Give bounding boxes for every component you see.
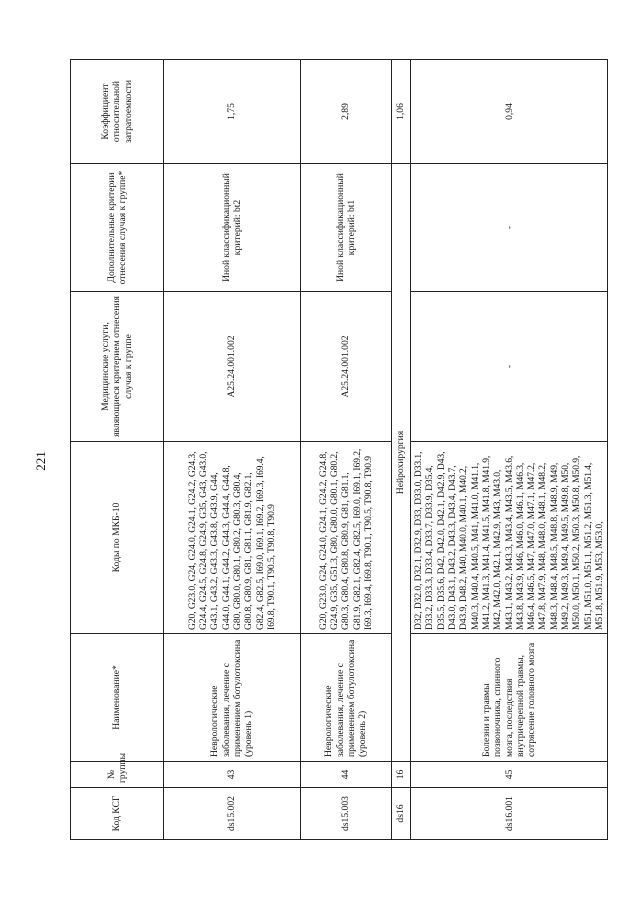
cell-code: ds16 xyxy=(392,788,411,840)
header-row xyxy=(71,60,164,840)
cell-name: Неврологические заболевания, лечение с применением ботулотоксина (уровень 2) xyxy=(301,634,392,762)
cell-name: Неврологические заболевания, лечение с применением ботулотоксина (уровень 1) xyxy=(164,634,301,762)
cell-icd: G20, G23.0, G24, G24.0, G24.1, G24.2, G24.3, G24.4, G24.5, G24.8, G24.9, G35, G43, G43.0, G43.1, G43.2, G43.3, G43.8, G43.9, G44, G44.0, G44.1, G44.2, G44.3, G44.4, G44.8, G80, G80.0, G80.1, G80.2, G80.3, G80.4, G80.8, G80.9, G81, G81.1, G81.9, G82.1, G82.4, G82.5, I69.0, I69.1, I69.2, I69.3, I69.4, I69.8, T90.1, T90.5, T90.8, T90.9 xyxy=(164,442,301,634)
header-coef: Коэффициент относительной затратоемкости xyxy=(71,60,164,164)
cell-group: 45 xyxy=(411,762,608,788)
header-icd: Коды по МКБ-10 xyxy=(71,442,164,634)
cell-name: Болезни и травмы позвоночника, спинного мозга, последствия внутричерепной травмы, сотрясение головного мозга xyxy=(411,634,608,762)
cell-services: A25.24.001.002 xyxy=(301,292,392,442)
cell-icd: D32, D32.0, D32.1, D32.9, D33, D33.0, D33.1, D33.2, D33.3, D33.4, D33.7, D33.9, D35.4, D35.5, D35.6, D42, D42.0, D42.1, D42.9, D43, D43.0, D43.1, D43.2, D43.3, D43.4, D43.7, D43.9, D48.2, M40, M40.0, M40.1, M40.2, M40.3, M40.4, M40.5, M41, M41.0, M41.1, M41.2, M41.3, M41.4, M41.5, M41.8, M41.9, M42, M42.0, M42.1, M42.9, M43, M43.0, M43.1, M43.2, M43.3, M43.4, M43.5, M43.6, M43.8, M43.9, M46, M46.0, M46.1, M46.3, M46.4, M46.5, M47, M47.0, M47.1, M47.2, M47.8, M47.9, M48, M48.0, M48.1, M48.2, M48.3, M48.4, M48.5, M48.8, M48.9, M49, M49.2, M49.3, M49.4, M49.5, M49.8, M50, M50.0, M50.1, M50.2, M50.3, M50.8, M50.9, M51, M51.0, M51.1, M51.2, M51.3, M51.4, M51.8, M51.9, M53, M53.0, xyxy=(411,442,608,634)
table-row xyxy=(164,60,301,840)
section-title: Нейрохирургия xyxy=(392,164,411,762)
header-code: Код КСГ xyxy=(71,788,164,840)
cell-extra: Иной классификационный критерий: bt2 xyxy=(164,164,301,292)
table-row xyxy=(301,60,392,840)
cell-code: ds16.001 xyxy=(411,788,608,840)
cell-coef: 2,89 xyxy=(301,60,392,164)
table-row xyxy=(411,60,608,840)
page-number: 221 xyxy=(33,451,48,471)
cell-extra: - xyxy=(411,164,608,292)
cell-code: ds15.003 xyxy=(301,788,392,840)
cell-code: ds15.002 xyxy=(164,788,301,840)
header-services: Медицинские услуги, являющиеся критерием отнесения случая к группе xyxy=(71,292,164,442)
cell-group: 16 xyxy=(392,762,411,788)
cell-services: A25.24.001.002 xyxy=(164,292,301,442)
cell-coef: 1,75 xyxy=(164,60,301,164)
cell-coef: 1,06 xyxy=(392,60,411,164)
cell-services: - xyxy=(411,292,608,442)
header-group: № группы xyxy=(71,762,164,788)
section-row xyxy=(392,60,411,840)
header-extra: Дополнительные критерии отнесения случая к группе* xyxy=(71,164,164,292)
cell-icd: G20, G23.0, G24, G24.0, G24.1, G24.2, G24.8, G24.9, G35, G51.3, G80, G80.0, G80.1, G80.2, G80.3, G80.4, G80.8, G80.9, G81, G81.1, G81.9, G82.1, G82.4, G82.5, I69.0, I69.1, I69.2, I69.3, I69.4, I69.8, T90.1, T90.5, T90.8, T90.9 xyxy=(301,442,392,634)
cell-group: 43 xyxy=(164,762,301,788)
rotated-table-container xyxy=(70,60,605,840)
cell-extra: Иной классификационный критерий: bt1 xyxy=(301,164,392,292)
cell-coef: 0,94 xyxy=(411,60,608,164)
ksg-table xyxy=(70,59,608,840)
cell-group: 44 xyxy=(301,762,392,788)
header-name: Наименование* xyxy=(71,634,164,762)
